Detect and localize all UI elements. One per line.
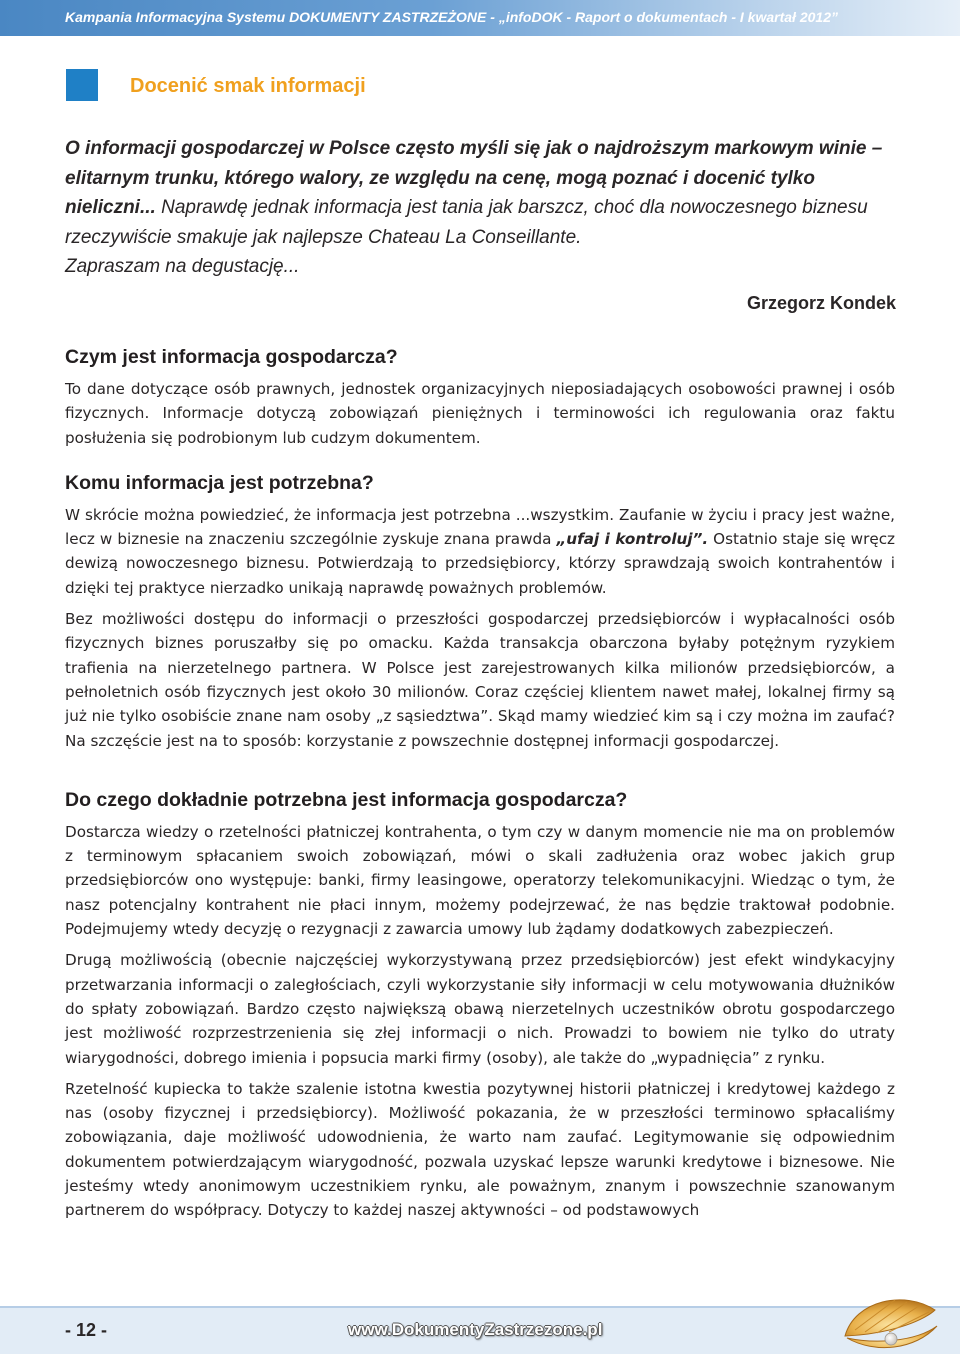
running-header: [0, 0, 960, 36]
website-link[interactable]: www.DokumentyZastrzezone.pl: [348, 1320, 603, 1339]
page-number: - 12 -: [65, 1320, 108, 1340]
heading-what-for: Do czego dokładnie potrzebna jest informacja gospodarcza?: [65, 788, 628, 811]
paragraph-trust: [65, 503, 895, 600]
section-marker: [66, 69, 98, 101]
lead-paragraph: [65, 134, 901, 282]
footer-divider: [0, 1306, 960, 1308]
author-name: Grzegorz Kondek: [746, 293, 896, 313]
trust-motto: „ufaj i kontroluj”.: [556, 530, 709, 549]
pearl-shell-icon: [835, 1290, 945, 1354]
paragraph-definition: To dane dotyczące osób prawnych, jednostek organizacyjnych nieposiadających osobowości prawnej i osób fizycznych. Informacje dotyczą zobowiązań pieniężnych i terminowości ich regulowania oraz faktu posłużenia się podrobionym lub cudzym dokumentem.: [65, 380, 895, 447]
lead-part-2: Naprawdę jednak informacja jest tania jak barszcz, choć dla nowoczesnego biznesu rzeczywiście smakuje jak najlepsze Chateau La Conseillante.: [65, 197, 868, 248]
paragraph-credibility: Rzetelność kupiecka to także szalenie istotna kwestia pozytywnej historii płatniczej i kredytowej każdego z nas (osoby fizycznej i przedsiębiorcy). Możliwość pokazania, że w przeszłości terminowo spłacaliśmy zobowiązania, daje możliwość udowodnienia, że warto nam zaufać. Legitymowanie się odpowiednim dokumentem potwierdzającym wiarygodność, pozwala uzyskać lepsze warunki kredytowe i biznesowe. Nie jesteśmy wtedy anonimowym uczestnikiem rynku, ale poważnym, znanym i powszechnie szanowanym partnerem do współpracy. Dotyczy to każdej naszej aktywności – od podstawowych: [65, 1079, 895, 1220]
article-body: [65, 344, 895, 1223]
running-title: Kampania Informacyjna Systemu DOKUMENTY ZASTRZEŻONE - „infoDOK - Raport o dokumentach - I kwartał 2012”: [65, 9, 838, 25]
paragraph-trust-b: Ostatnio staje się wręcz dewizą nowoczesnego biznesu. Potwierdzają to przedsiębiorcy, którzy sprawdzają swoich kontrahentów i dzięki tej praktyce nierzadko unikają naprawdę poważnych problemów.: [65, 530, 896, 597]
paragraph-collection: Drugą możliwością (obecnie najczęściej wykorzystywaną przez przedsiębiorców) jest efekt windykacyjny przetwarzania informacji o zaległościach, czyli wykorzystanie siły informacji w celu motywowania dłużników do spłaty zobowiązań. Bardzo często największą obawą nierzetelnych uczestników obrotu gospodarczego jest możliwość rozprzestrzenienia się złej informacji o nich. Prowadzi to bowiem nie tylko do utraty wiarygodności, dobrego imienia i popsucia marki firmy (osoby), ale także do „wypadnięcia” z rynku.: [65, 951, 895, 1067]
heading-who-needs: Komu informacja jest potrzebna?: [65, 471, 374, 494]
page-footer: [0, 1306, 960, 1354]
section-title: Docenić smak informacji: [130, 75, 366, 97]
heading-what-is-info: Czym jest informacja gospodarcza?: [65, 346, 398, 368]
lead-part-1: O informacji gospodarczej w Polsce często myśli się jak o najdroższym markowym winie – elitarnym trunku, którego walory, ze względu na cenę, mogą poznać i docenić tylko nieliczni...: [65, 138, 883, 218]
lead-invitation: Zapraszam na degustację...: [65, 256, 300, 277]
paragraph-knowledge: Dostarcza wiedzy o rzetelności płatniczej kontrahenta, o tym czy w danym momencie nie ma on problemów z terminowym spłacaniem swoich zobowiązań, mówi o skali zadłużenia oraz wobec jakich grup przedsiębiorców ono występuje: banki, firmy leasingowe, operatorzy telekomunikacyjni. Wiedząc o tym, że nasz potencjalny kontrahent nie płaci innym, możemy podejrzewać, że nas będzie traktował podobnie. Podejmujemy wtedy decyzję o rezygnacji z zawarcia umowy lub żądamy dodatkowych zabezpieczeń.: [65, 822, 895, 939]
paragraph-market: Bez możliwości dostępu do informacji o przeszłości gospodarczej przedsiębiorców i wypłacalności osób fizycznych biznes poruszałby się po omacku. Każda transakcja obarczona byłaby potężnym ryzykiem trafienia na nierzetelnego partnera. W Polsce jest zarejestrowanych kilka milionów przedsiębiorców, a pełnoletnich osób fizycznych jest około 30 milionów. Coraz częściej klientem nawet małej, lokalnej firmy są już nie tylko osobiście znane nam osoby „z sąsiedztwa”. Skąd mamy wiedzieć kim są i czy można im zaufać? Na szczęście jest na to sposób: korzystanie z powszechnie dostępnej informacji gospodarczej.: [65, 610, 895, 750]
paragraph-trust-a: W skrócie można powiedzieć, że informacja jest potrzebna ...wszystkim. Zaufanie w życiu i pracy jest ważne, lecz w biznesie na znaczeniu szczególnie zyskuje znana prawda: [65, 505, 895, 549]
